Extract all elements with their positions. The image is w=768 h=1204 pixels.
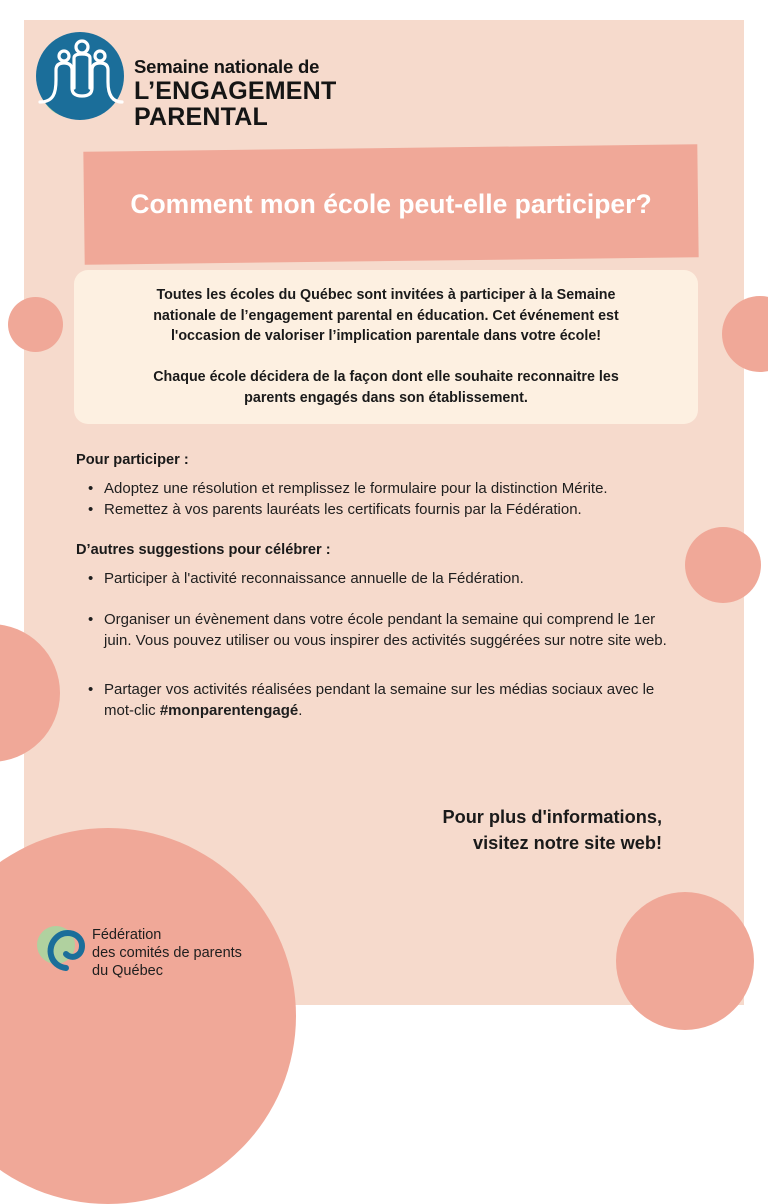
decorative-circle bbox=[8, 297, 63, 352]
intro-paragraph-2: Chaque école décidera de la façon dont elle souhaite reconnaitre les parents engagés dans son établissement. bbox=[153, 369, 619, 406]
event-title bbox=[134, 58, 336, 130]
banner-title: Comment mon école peut-elle participer? bbox=[130, 189, 652, 219]
federation-name-line1: Fédération bbox=[92, 927, 162, 943]
decorative-circle bbox=[616, 892, 754, 1030]
federation-name bbox=[92, 926, 242, 980]
list-item: • Remettez à vos parents lauréats les certificats fournis par la Fédération. bbox=[76, 500, 686, 521]
cta-line2: visitez notre site web! bbox=[473, 833, 662, 853]
suggestions-list bbox=[76, 569, 686, 590]
list-item: • Adoptez une résolution et remplissez le formulaire pour la distinction Mérite. bbox=[76, 479, 686, 500]
federation-logo-icon bbox=[36, 918, 92, 980]
cta-line1: Pour plus d'informations, bbox=[442, 807, 662, 827]
federation-name-line2: des comités de parents bbox=[92, 945, 242, 961]
suggestions-list-continued bbox=[76, 610, 686, 651]
event-title-line2: L’ENGAGEMENT bbox=[134, 76, 337, 105]
list-item bbox=[76, 680, 686, 721]
intro-card bbox=[74, 270, 698, 424]
list-item: • Organiser un évènement dans votre école pendant la semaine qui comprend le 1er juin. Vous pouvez utiliser ou vous inspirer des activités suggérées sur notre site web. bbox=[76, 610, 686, 651]
suggestions-heading: D’autres suggestions pour célébrer : bbox=[76, 542, 331, 558]
event-title-line1: Semaine nationale de bbox=[134, 56, 320, 77]
participate-heading: Pour participer : bbox=[76, 452, 189, 468]
intro-paragraph-1: Toutes les écoles du Québec sont invitées à participer à la Semaine nationale de l’engagement parental en éducation. Cet événement est l'occasion de valoriser l’implication parentale dans votre école! bbox=[153, 287, 619, 344]
participate-list bbox=[76, 479, 686, 520]
list-item-punctuation: . bbox=[298, 701, 303, 719]
event-title-line3: PARENTAL bbox=[134, 102, 268, 131]
suggestions-list-continued bbox=[76, 680, 686, 721]
list-item-text: Partager vos activités réalisées pendant la semaine sur les médias sociaux avec le mot-clic bbox=[104, 681, 655, 719]
call-to-action bbox=[442, 804, 662, 856]
federation-name-line3: du Québec bbox=[92, 963, 163, 979]
hashtag: #monparentengagé bbox=[159, 701, 299, 719]
decorative-circle bbox=[685, 527, 761, 603]
list-item: • Participer à l'activité reconnaissance annuelle de la Fédération. bbox=[76, 569, 686, 590]
